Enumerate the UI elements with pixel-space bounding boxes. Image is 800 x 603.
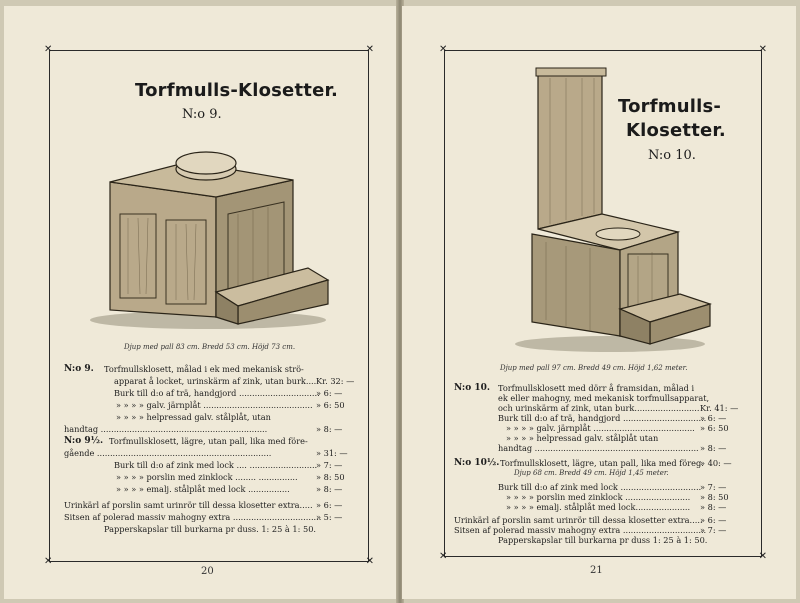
item-line: Torfmullsklosett, målad i ek med mekanisk strö-	[104, 364, 304, 374]
item-line: » » » » porslin med zinklock .........................	[506, 492, 691, 502]
model-number-heading: N:o 9.	[182, 107, 222, 122]
footer-price: » 6: —	[316, 500, 343, 510]
page-number: 21	[590, 565, 603, 576]
item-price: » 8: —	[700, 443, 727, 453]
item-line: » » » » galv. järnplåt ..........................................	[116, 400, 313, 410]
item-line: » » » » helpressad galv. stålplåt utan	[506, 433, 659, 443]
item-price: » 6: 50	[316, 400, 345, 410]
page-title-line-2: Klosetter.	[626, 120, 726, 141]
item-price: » 7: —	[316, 460, 343, 470]
item-price: » 6: —	[700, 413, 727, 423]
corner-ornament-icon: ✕	[365, 44, 374, 55]
item-price: » 8: 50	[700, 492, 729, 502]
dimensions-caption: Djup 68 cm. Bredd 49 cm. Höjd 1,45 meter.	[514, 469, 669, 477]
footer-note: Papperskapslar till burkarna pr duss. 1: 25 à 1: 50.	[104, 524, 317, 534]
item-line: Torfmullsklosett, lägre, utan pall, lika med före-	[109, 436, 308, 446]
item-price: » 6: 50	[700, 423, 729, 433]
item-price: » 40: —	[700, 458, 732, 468]
corner-ornament-icon: ✕	[758, 551, 767, 562]
footer-line: Urinkärl af porslin samt urinrör till dessa klosetter extra.....	[64, 500, 313, 510]
right-page	[402, 6, 796, 599]
item-price: » 7: —	[700, 482, 727, 492]
item-line: Burk till d:o af trä, handgjord ...............................	[114, 388, 320, 398]
item-line: » » » » porslin med zinklock ........ ...............	[116, 472, 298, 482]
item-line: » » » » emalj. stålplåt med lock.....................	[506, 502, 691, 512]
item-line: Burk till d:o af zink med lock ...............................	[498, 482, 702, 492]
dimensions-caption: Djup med pall 83 cm. Bredd 53 cm. Höjd 73 cm.	[124, 343, 296, 351]
item-line: » » » » emalj. stålplåt med lock ................	[116, 484, 290, 494]
corner-ornament-icon: ✕	[439, 44, 448, 55]
item-line: gående ...................................................................	[64, 448, 272, 458]
item-price: » 8: —	[316, 424, 343, 434]
item-number: N:o 10.	[454, 383, 491, 393]
item-price: Kr. 41: —	[700, 403, 739, 413]
footer-price: » 6: —	[700, 515, 727, 525]
item-price: » 6: —	[316, 388, 343, 398]
item-line: apparat å locket, urinskärm af zink, utan burk....	[114, 376, 317, 386]
item-line: ek eller mahogny, med mekanisk torfmullsapparat,	[498, 393, 710, 403]
footer-price: » 5: —	[316, 512, 343, 522]
item-number: N:o 9.	[64, 364, 94, 374]
item-price: » 8: —	[316, 484, 343, 494]
footer-line: Urinkärl af porslin samt urinrör till dessa klosetter extra.....	[454, 515, 703, 525]
corner-ornament-icon: ✕	[44, 44, 53, 55]
item-price: Kr. 32: —	[316, 376, 355, 386]
item-price: » 8: 50	[316, 472, 345, 482]
wooden-toilet-cabinet-icon	[88, 142, 338, 332]
item-number: N:o 10½.	[454, 458, 500, 468]
item-line: Burk till d:o af trä, handgjord ................................	[498, 413, 707, 423]
item-line: handtag ................................................................	[64, 424, 268, 434]
item-price: » 31: —	[316, 448, 348, 458]
item-line: Torfmullsklosett, lägre, utan pall, lika med föreg.	[500, 458, 704, 468]
item-line: » » » » galv. järnplåt .......................................	[506, 423, 695, 433]
item-line: handtag ...............................................................	[498, 443, 699, 453]
footer-line: Sitsen af polerad massiv mahogny extra ..................................	[64, 512, 322, 522]
page-title-line-1: Torfmulls-	[618, 96, 722, 117]
corner-ornament-icon: ✕	[44, 556, 53, 567]
corner-ornament-icon: ✕	[365, 556, 374, 567]
footer-note: Papperskapslar till burkarna pr duss 1: 25 à 1: 50.	[498, 535, 708, 545]
footer-price: » 7: —	[700, 525, 727, 535]
page-number: 20	[201, 566, 214, 577]
item-price: » 8: —	[700, 502, 727, 512]
corner-ornament-icon: ✕	[439, 551, 448, 562]
item-line: och urinskärm af zink, utan burk.........................	[498, 403, 700, 413]
item-line: Burk till d:o af zink med lock .... ..........................	[114, 460, 318, 470]
left-page	[4, 6, 398, 599]
item-number: N:o 9½.	[64, 436, 104, 446]
page-title: Torfmulls-Klosetter.	[135, 80, 339, 101]
dimensions-caption: Djup med pall 97 cm. Bredd 49 cm. Höjd 1,62 meter.	[500, 364, 688, 372]
footer-line: Sitsen af polerad massiv mahogny extra ................................	[454, 525, 707, 535]
corner-ornament-icon: ✕	[758, 44, 767, 55]
item-line: Torfmullsklosett med dörr å framsidan, målad i	[498, 383, 695, 393]
item-line: » » » » helpressad galv. stålplåt, utan	[116, 412, 271, 422]
model-number-heading: N:o 10.	[648, 148, 696, 163]
